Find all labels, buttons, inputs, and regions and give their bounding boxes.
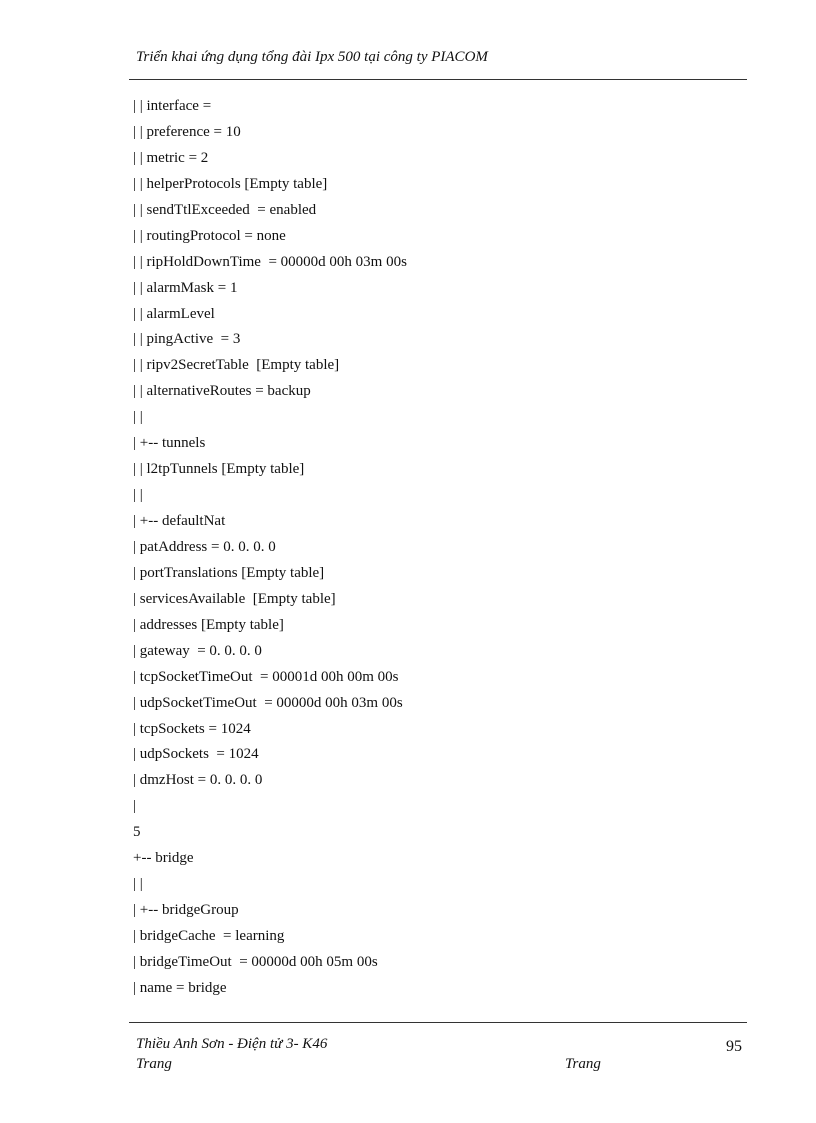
config-line: | name = bridge [133, 979, 227, 996]
config-line: | +-- tunnels [133, 435, 206, 452]
config-line: | | alternativeRoutes = backup [133, 383, 311, 400]
config-line: | | alarmMask = 1 [133, 279, 238, 296]
config-line: | | [133, 409, 143, 426]
config-line: | | interface = [133, 98, 212, 114]
config-line: | tcpSocketTimeOut = 00001d 00h 00m 00s [133, 668, 399, 685]
config-line: | addresses [Empty table] [133, 616, 284, 633]
config-line: | udpSockets = 1024 [133, 746, 259, 763]
config-line: | +-- defaultNat [133, 513, 226, 529]
config-line: | | pingActive = 3 [133, 331, 241, 348]
config-line: | bridgeCache = learning [133, 928, 285, 944]
config-line: +-- bridge [133, 850, 194, 867]
config-line: | portTranslations [Empty table] [133, 564, 325, 581]
config-line: | gateway = 0. 0. 0. 0 [133, 642, 262, 659]
config-line: 5 [133, 824, 141, 841]
config-line: | | [133, 487, 143, 504]
config-line: | | routingProtocol = none [133, 227, 286, 244]
footer-trang-right: Trang [565, 1056, 601, 1072]
config-line: | | preference = 10 [133, 123, 241, 140]
config-line: | | ripHoldDownTime = 00000d 00h 03m 00s [133, 253, 407, 270]
config-listing [133, 94, 407, 1002]
config-line: | [133, 798, 137, 815]
config-line: | dmzHost = 0. 0. 0. 0 [133, 772, 263, 789]
config-line: | udpSocketTimeOut = 00000d 00h 03m 00s [133, 694, 403, 711]
footer-author: Thiều Anh Sơn - Điện tử 3- K46 [136, 1036, 328, 1052]
config-line: | | ripv2SecretTable [Empty table] [133, 357, 340, 374]
config-line: | | sendTtlExceeded = enabled [133, 201, 317, 218]
header-divider [129, 79, 747, 80]
footer-divider [129, 1022, 747, 1023]
config-line: | | alarmLevel [133, 305, 215, 322]
config-line: | bridgeTimeOut = 00000d 00h 05m 00s [133, 953, 378, 970]
config-line: | +-- bridgeGroup [133, 902, 239, 919]
footer-trang-left: Trang [136, 1056, 172, 1072]
config-line: | patAddress = 0. 0. 0. 0 [133, 538, 276, 555]
config-line: | | l2tpTunnels [Empty table] [133, 461, 305, 478]
config-line: | | [133, 876, 143, 893]
page-header-title: Triển khai ứng dụng tổng đài Ipx 500 tại công ty PIACOM [136, 49, 488, 65]
config-line: | servicesAvailable [Empty table] [133, 590, 336, 607]
config-line: | | helperProtocols [Empty table] [133, 175, 328, 192]
config-line: | | metric = 2 [133, 149, 209, 166]
config-line: | tcpSockets = 1024 [133, 720, 251, 737]
page-number: 95 [726, 1038, 742, 1055]
